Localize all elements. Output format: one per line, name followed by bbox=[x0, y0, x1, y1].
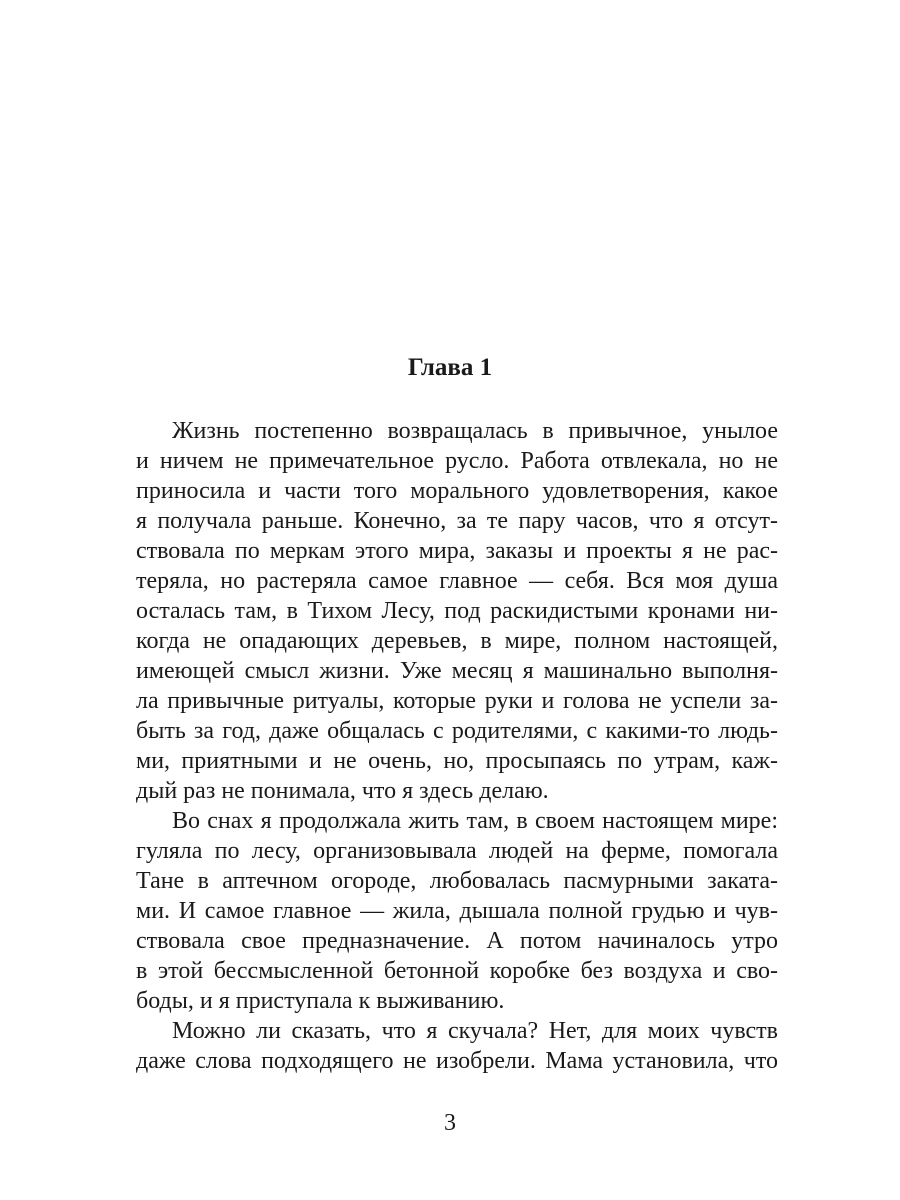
text-line: когда не опадающих деревьев, в мире, полном настоящей, bbox=[136, 628, 778, 654]
text-line: теряла, но растеряла самое главное — себя. Вся моя душа bbox=[136, 568, 778, 594]
text-line: имеющей смысл жизни. Уже месяц я машинально выполня- bbox=[136, 658, 778, 684]
text-line: ствовала свое предназначение. А потом начиналось утро bbox=[136, 928, 778, 954]
text-line: я получала раньше. Конечно, за те пару часов, что я отсут- bbox=[136, 508, 778, 534]
text-line: быть за год, даже общалась с родителями, с какими-то людь- bbox=[136, 718, 778, 744]
text-line: Можно ли сказать, что я скучала? Нет, для моих чувств bbox=[172, 1018, 778, 1044]
text-line: ствовала по меркам этого мира, заказы и проекты я не рас- bbox=[136, 538, 778, 564]
chapter-title: Глава 1 bbox=[407, 354, 493, 381]
text-line: ми. И самое главное — жила, дышала полной грудью и чув- bbox=[136, 898, 778, 924]
body-text bbox=[136, 416, 778, 1076]
text-line: ми, приятными и не очень, но, просыпаясь по утрам, каж- bbox=[136, 748, 778, 774]
text-line: в этой бессмысленной бетонной коробке без воздуха и сво- bbox=[136, 958, 778, 984]
text-line: гуляла по лесу, организовывала людей на ферме, помогала bbox=[136, 838, 778, 864]
text-line: дый раз не понимала, что я здесь делаю. bbox=[136, 778, 549, 804]
page-number: 3 bbox=[444, 1110, 456, 1136]
text-line: Жизнь постепенно возвращалась в привычное, унылое bbox=[172, 418, 778, 444]
text-line: даже слова подходящего не изобрели. Мама установила, что bbox=[136, 1048, 778, 1074]
text-line: боды, и я приступала к выживанию. bbox=[136, 988, 505, 1014]
text-line: и ничем не примечательное русло. Работа отвлекала, но не bbox=[136, 448, 778, 474]
text-line: Во снах я продолжала жить там, в своем настоящем мире: bbox=[172, 808, 778, 834]
text-line: Тане в аптечном огороде, любовалась пасмурными заката- bbox=[136, 868, 778, 894]
text-line: ла привычные ритуалы, которые руки и голова не успели за- bbox=[136, 688, 778, 714]
text-line: приносила и части того морального удовлетворения, какое bbox=[136, 478, 778, 504]
text-line: осталась там, в Тихом Лесу, под раскидистыми кронами ни- bbox=[136, 598, 778, 624]
